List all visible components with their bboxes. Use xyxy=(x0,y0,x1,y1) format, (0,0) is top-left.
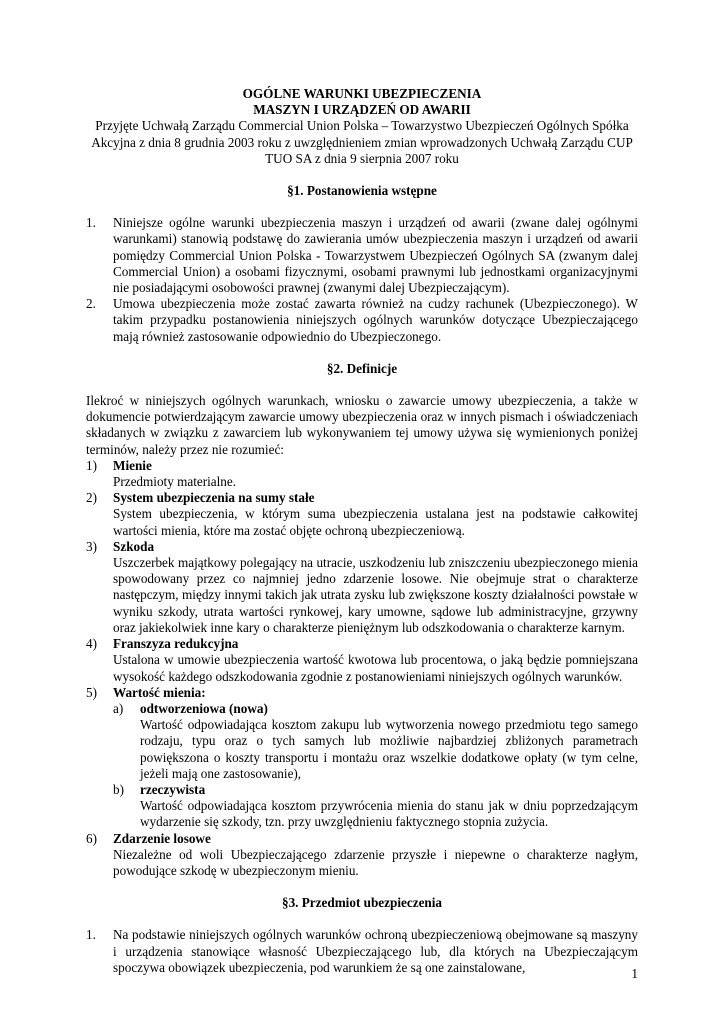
definition-item xyxy=(86,539,638,555)
document-subtitle: Przyjęte Uchwałą Zarządu Commercial Union Polska – Towarzystwo Ubezpieczeń Ogólnych Spółka Akcyjna z dnia 8 grudnia 2003 roku z uwzględnieniem zmian wprowadzonych Uchwałą Zarządu CUP TUO SA z dnia 9 sierpnia 2007 roku xyxy=(91,118,633,166)
definition-text: Ustalona w umowie ubezpieczenia wartość kwotowa lub procentowa, o jaką będzie pomniejszana wysokość każdego odszkodowania zgodnie z postanowieniami niniejszych ogólnych warunków. xyxy=(113,652,638,684)
definition-item xyxy=(86,636,638,652)
sub-definition-term: odtworzeniowa (nowa) xyxy=(140,700,268,716)
sub-definition-term: rzeczywista xyxy=(140,781,206,797)
definition-text: Niezależne od woli Ubezpieczającego zdarzenie przyszłe i niepewne o charakterze nagłym, powodujące szkodę w ubezpieczonym mieniu. xyxy=(113,846,638,878)
definition-term: Mienie xyxy=(113,457,152,473)
definition-term: Franszyza redukcyjna xyxy=(113,636,239,652)
list-item xyxy=(86,296,638,345)
document-title-line-2: MASZYN I URZĄDZEŃ OD AWARII xyxy=(253,102,471,118)
sub-definition-letter: b) xyxy=(113,781,124,797)
list-item-number: 1. xyxy=(86,927,96,943)
list-item-text: Niniejsze ogólne warunki ubezpieczenia maszyn i urządzeń od awarii (zwane dalej ogólnymi warunkami) stanowią podstawę do zawierania umów ubezpieczenia maszyn i urządzeń od awarii pomiędzy Commercial Union Polska - Towarzystwem Ubezpieczeń Ogólnych SA (zwanym dalej Commercial Union) a osobami fizycznymi, osobami prawnymi lub jednostkami organizacyjnymi nie posiadającymi osobowości prawnej (zwanymi dalej Ubezpieczającym). xyxy=(113,215,638,296)
document-title-line-1: OGÓLNE WARUNKI UBEZPIECZENIA xyxy=(242,86,482,101)
sub-definition-item xyxy=(113,701,638,717)
list-item xyxy=(86,927,638,976)
definition-term: Zdarzenie losowe xyxy=(113,830,211,846)
definition-number: 6) xyxy=(86,830,97,846)
sub-definition-letter: a) xyxy=(113,700,124,716)
definition-text: Uszczerbek majątkowy polegający na utracie, uszkodzeniu lub zniszczeniu ubezpieczonego mienia spowodowany przez co najmniej jedno zdarzenie losowe. Nie obejmuje strat o charakterze następczym, między innymi takich jak utrata zysku lub zwiększone koszty działalności powstałe w wyniku szkody, utrata wartości rynkowej, kary umowne, sądowe lub administracyjne, grzywny oraz jakiekolwiek inne kary o charakterze pieniężnym lub odszkodowania o charakterze karnym. xyxy=(113,555,638,635)
sub-definition-text: Wartość odpowiadająca kosztom zakupu lub wytworzenia nowego przedmiotu tego samego rodzaju, typu oraz o tych samych lub możliwie najbardziej zbliżonych parametrach powiększona o koszty transportu i montażu oraz wszelkie dodatkowe opłaty (w tym celne, jeżeli mają one zastosowanie), xyxy=(140,717,638,781)
page-number: 1 xyxy=(631,966,638,981)
definition-item xyxy=(86,458,638,474)
definition-text: System ubezpieczenia, w którym suma ubezpieczenia ustalana jest na podstawie całkowitej wartości mienia, które ma zostać objęte ochroną ubezpieczeniową. xyxy=(113,506,638,538)
definition-item xyxy=(86,831,638,847)
section-2-heading: §2. Definicje xyxy=(326,360,398,376)
section-1-heading: §1. Postanowienia wstępne xyxy=(287,183,437,199)
definition-number: 5) xyxy=(86,684,97,700)
definition-term: Wartość mienia: xyxy=(113,684,206,700)
section-3-heading: §3. Przedmiot ubezpieczenia xyxy=(281,895,443,911)
definition-number: 3) xyxy=(86,538,97,554)
list-item-text: Na podstawie niniejszych ogólnych warunków ochroną ubezpieczeniową obejmowane są maszyny i urządzenia stanowiące własność Ubezpieczającego lub, dla których na Ubezpieczającym spoczywa obowiązek ubezpieczenia, pod warunkiem że są one zainstalowane, xyxy=(113,927,638,975)
definition-item xyxy=(86,685,638,701)
sub-definition-text: Wartość odpowiadająca kosztom przywrócenia mienia do stanu jak w dniu poprzedzającym wydarzenie się szkody, tzn. przy uwzględnieniu faktycznego stopnia zużycia. xyxy=(140,798,638,830)
definition-number: 2) xyxy=(86,490,97,506)
definition-term: Szkoda xyxy=(113,538,155,554)
list-item xyxy=(86,215,638,296)
document-page xyxy=(86,86,638,976)
section-2-intro: Ilekroć w niniejszych ogólnych warunkach, wniosku o zawarcie umowy ubezpieczenia, a także w dokumencie potwierdzającym zawarcie umowy ubezpieczenia oraz w innych pismach i oświadczeniach składanych w związku z zawarciem lub wykonywaniem tej umowy używa się wymienionych poniżej terminów, należy przez nie rozumieć: xyxy=(86,393,638,457)
definition-term: System ubezpieczenia na sumy stałe xyxy=(113,490,315,506)
definition-text: Przedmioty materialne. xyxy=(113,474,237,490)
definition-number: 4) xyxy=(86,636,97,652)
list-item-number: 2. xyxy=(86,296,96,312)
definition-number: 1) xyxy=(86,457,97,473)
list-item-number: 1. xyxy=(86,215,96,231)
definition-item xyxy=(86,490,638,506)
list-item-text: Umowa ubezpieczenia może zostać zawarta również na cudzy rachunek (Ubezpieczonego). W takim przypadku postanowienia niniejszych ogólnych warunków dotyczące Ubezpieczającego mają również zastosowanie odpowiednio do Ubezpieczonego. xyxy=(113,296,638,344)
sub-definition-item xyxy=(113,782,638,798)
